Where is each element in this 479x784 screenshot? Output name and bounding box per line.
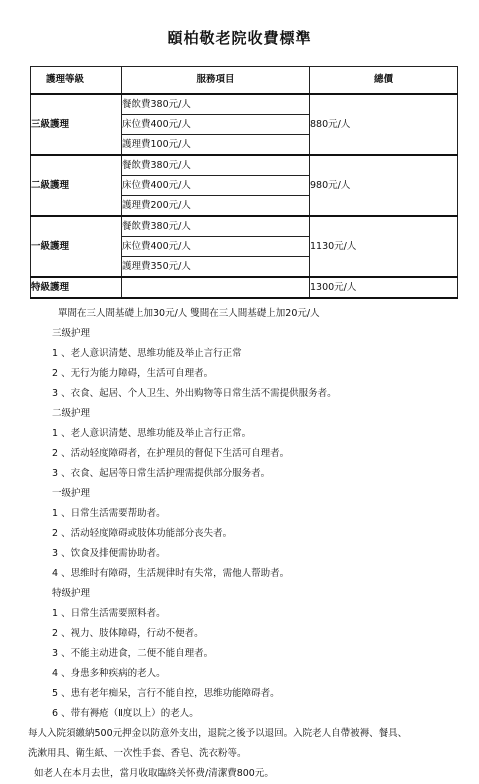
total-price-cell: 980元/人 <box>310 155 458 216</box>
service-item-cell <box>122 277 310 298</box>
list-item: 1 、日常生活需要帮助者。 <box>52 508 166 519</box>
service-item-cell: 護理費350元/人 <box>122 257 310 278</box>
death-fee-note: 如老人在本月去世，當月收取臨終关怀费/清潔費800元。 <box>34 768 274 779</box>
list-item: 3 、不能主动进食，二便不能自理者。 <box>52 648 214 659</box>
care-level-cell: 特級護理 <box>31 277 122 298</box>
total-price-cell: 1300元/人 <box>310 277 458 298</box>
service-item-cell: 餐飲費380元/人 <box>122 216 310 237</box>
list-item: 3 、衣食、起居、个人卫生、外出购物等日常生活不需提供服务者。 <box>52 388 337 399</box>
table-row <box>31 277 458 298</box>
care-level-cell: 一級護理 <box>31 216 122 277</box>
list-item: 2 、无行为能力障碍，生活可自理者。 <box>52 368 214 379</box>
service-item-cell: 餐飲費380元/人 <box>122 94 310 115</box>
list-item: 2 、活动轻度障碍者，在护理员的督促下生活可自理者。 <box>52 448 290 459</box>
table-header-row <box>31 67 458 95</box>
list-item: 1 、老人意识清楚、思维功能及举止言行正常 <box>52 348 242 359</box>
list-item: 2 、活动轻度障碍或肢体功能部分丧失者。 <box>52 528 233 539</box>
service-item-cell: 護理費200元/人 <box>122 196 310 217</box>
list-item: 3 、衣食、起居等日常生活护理需提供部分服务者。 <box>52 468 271 479</box>
service-item-cell: 護理費100元/人 <box>122 135 310 156</box>
care-level-cell: 二級護理 <box>31 155 122 216</box>
list-item: 5 、患有老年痴呆，言行不能自控，思维功能障碍者。 <box>52 688 280 699</box>
section-heading: 二级护理 <box>52 408 91 419</box>
list-item: 1 、老人意识清楚、思维功能及举止言行正常。 <box>52 428 252 439</box>
header-total-price: 總價 <box>310 67 458 95</box>
header-care-level: 護理等級 <box>31 67 122 95</box>
page-title: 頤柏敬老院收費標準 <box>167 29 312 47</box>
total-price-cell: 880元/人 <box>310 94 458 155</box>
list-item: 4 、思维时有障碍，生活规律时有失常，需他人帮助者。 <box>52 568 290 579</box>
table-row <box>31 155 458 176</box>
section-heading: 一级护理 <box>52 488 91 499</box>
section-heading: 特级护理 <box>52 588 91 599</box>
table-row <box>31 94 458 115</box>
list-item: 6 、带有褥疮（Ⅱ度以上）的老人。 <box>52 708 199 719</box>
deposit-note-line: 每人入院須繳納500元押金以防意外支出，退院之後予以退回。入院老人自帶被褥、餐具、 <box>28 728 408 739</box>
room-surcharge-note: 單間在三人間基礎上加30元/人 雙間在三人間基礎上加20元/人 <box>58 308 320 319</box>
section-heading: 三级护理 <box>52 328 91 339</box>
total-price-cell: 1130元/人 <box>310 216 458 277</box>
service-item-cell: 餐飲費380元/人 <box>122 155 310 176</box>
service-item-cell: 床位費400元/人 <box>122 176 310 196</box>
header-service-items: 服務項目 <box>122 67 310 95</box>
notes-section <box>28 304 473 784</box>
fee-table <box>30 66 458 299</box>
list-item: 4 、身患多种疾病的老人。 <box>52 668 166 679</box>
list-item: 1 、日常生活需要照料者。 <box>52 608 166 619</box>
list-item: 2 、视力、肢体障碍，行动不便者。 <box>52 628 204 639</box>
list-item: 3 、饮食及排便需协助者。 <box>52 548 166 559</box>
care-level-cell: 三級護理 <box>31 94 122 155</box>
service-item-cell: 床位費400元/人 <box>122 237 310 257</box>
service-item-cell: 床位費400元/人 <box>122 115 310 135</box>
table-row <box>31 216 458 237</box>
deposit-note-line: 洗漱用具、衛生紙、一次性手套、香皂、洗衣粉等。 <box>28 748 247 759</box>
